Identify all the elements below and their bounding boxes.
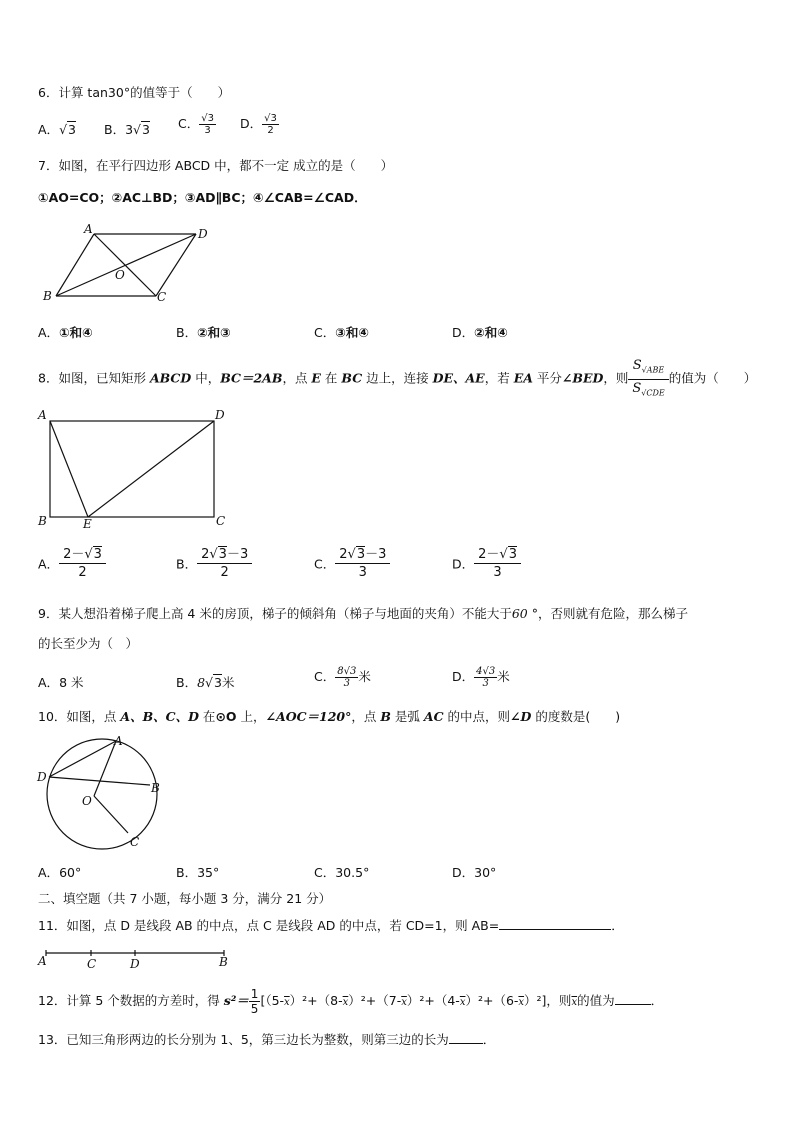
q10-circle-figure [34,732,174,852]
q7-label-b: B [43,289,52,303]
q7-stem: 7．如图，在平行四边形 ABCD 中，都不一定 成立的是（ ） [38,158,394,173]
q10-option-c: C．30.5° [314,865,370,880]
q13-stem: 13．已知三角形两边的长分别为 1、5，第三边长为整数，则第三边的长为 ． [38,1032,496,1047]
q8-label-c: C [216,514,226,528]
q8-label-e: E [83,517,92,530]
q7-option-d: D．②和④ [452,325,508,340]
q12-stem: 12．计算 5 个数据的方差时，得 s²＝ $\frac{1}{5}$ $[(5-\overline{x})^2+(8-\overline{x})^2+(7-\overline{x})^2+(4-\overline{x})^2+(6-\overline{x})^2]$，则$\overline{x}$的值为 ． [38,987,664,1016]
q10-option-a: A．60° [38,865,82,880]
q7-option-a: A．①和④ [38,325,93,340]
q8-stem: 8．如图，已知矩形 ABCD 中，BC＝2AB，点 E 在 BC 边上，连接 DE、AE，若 EA 平分∠BED，则 $\frac{S_{√ABE}}{S_{√CDE}}$ 的值为（ ） [38,357,756,401]
q7-label-a: A [84,222,93,236]
q11-stem: 11．如图，点 D 是线段 AB 的中点，点 C 是线段 AD 的中点，若 CD=1，则 AB= ． [38,918,624,933]
q7-label-c: C [157,290,167,304]
q11-label-b: B [219,955,228,969]
q10-option-b: B．35° [176,865,220,880]
q8-option-c: C． $\frac{2√3-3}{3}$ [314,546,390,581]
q7-parallelogram-figure [38,222,218,308]
q13-answer-blank [449,1043,483,1044]
q8-label-a: A [38,408,47,422]
q6-option-d: D． $\frac{√3}{2}$ [240,113,277,136]
q10-label-a: A [114,734,123,748]
q10-label-c: C [130,835,140,849]
q9-line2: 的长至少为（ ） [38,636,139,651]
q7-statements: ①AO=CO；②AC⊥BD；③AD∥BC；④∠CAB=∠CAD． [38,190,367,205]
q8-rectangle-figure [36,404,236,530]
q11-label-a: A [38,954,47,968]
q11-answer-blank [499,929,611,930]
q6-option-b: B．3√3 [104,122,150,137]
q7-label-o: O [115,268,125,282]
q11-label-c: C [87,957,97,971]
q8-option-b: B． $\frac{2√3-3}{2}$ [176,546,252,581]
q7-label-d: D [198,227,208,241]
q9-option-b: B．8√3米 [176,675,235,690]
q8-area-ratio: $\frac{S_{√ABE}}{S_{√CDE}}$ [628,357,668,401]
q12-answer-blank [615,1004,651,1005]
q8-option-d: D． $\frac{2-√3}{3}$ [452,546,521,581]
q10-label-o: O [82,794,92,808]
q9-line1: 9．某人想沿着梯子爬上高 4 米的房顶，梯子的倾斜角（梯子与地面的夹角）不能大于60 °，否则就有危险，那么梯子 [38,606,689,621]
q9-option-c: C． $\frac{8√3}{3}$ 米 [314,666,371,689]
q6-option-c: C． $\frac{√3}{3}$ [178,113,214,136]
q10-label-b: B [151,781,160,795]
q9-option-d: D． $\frac{4√3}{3}$ 米 [452,666,510,689]
q8-label-b: B [38,514,47,528]
q7-option-c: C．③和④ [314,325,369,340]
q10-option-d: D．30° [452,865,497,880]
q11-segment-figure [36,944,236,974]
q8-option-a: A． $\frac{2-√3}{2}$ [38,546,106,581]
q10-label-d: D [37,770,47,784]
q6-stem: 6．计算 tan30°的值等于（ ） [38,85,231,100]
q7-option-b: B．②和③ [176,325,231,340]
q11-label-d: D [130,957,140,971]
section-heading: 二、填空题（共 7 小题，每小题 3 分，满分 21 分） [38,891,332,906]
q8-label-d: D [215,408,225,422]
q6-option-a: A．√3 [38,122,76,137]
q9-option-a: A．8 米 [38,675,84,690]
q10-stem: 10．如图，点 A、B、C、D 在⊙O 上，∠AOC＝120°，点 B 是弧 AC 的中点，则∠D 的度数是( ) [38,709,621,724]
